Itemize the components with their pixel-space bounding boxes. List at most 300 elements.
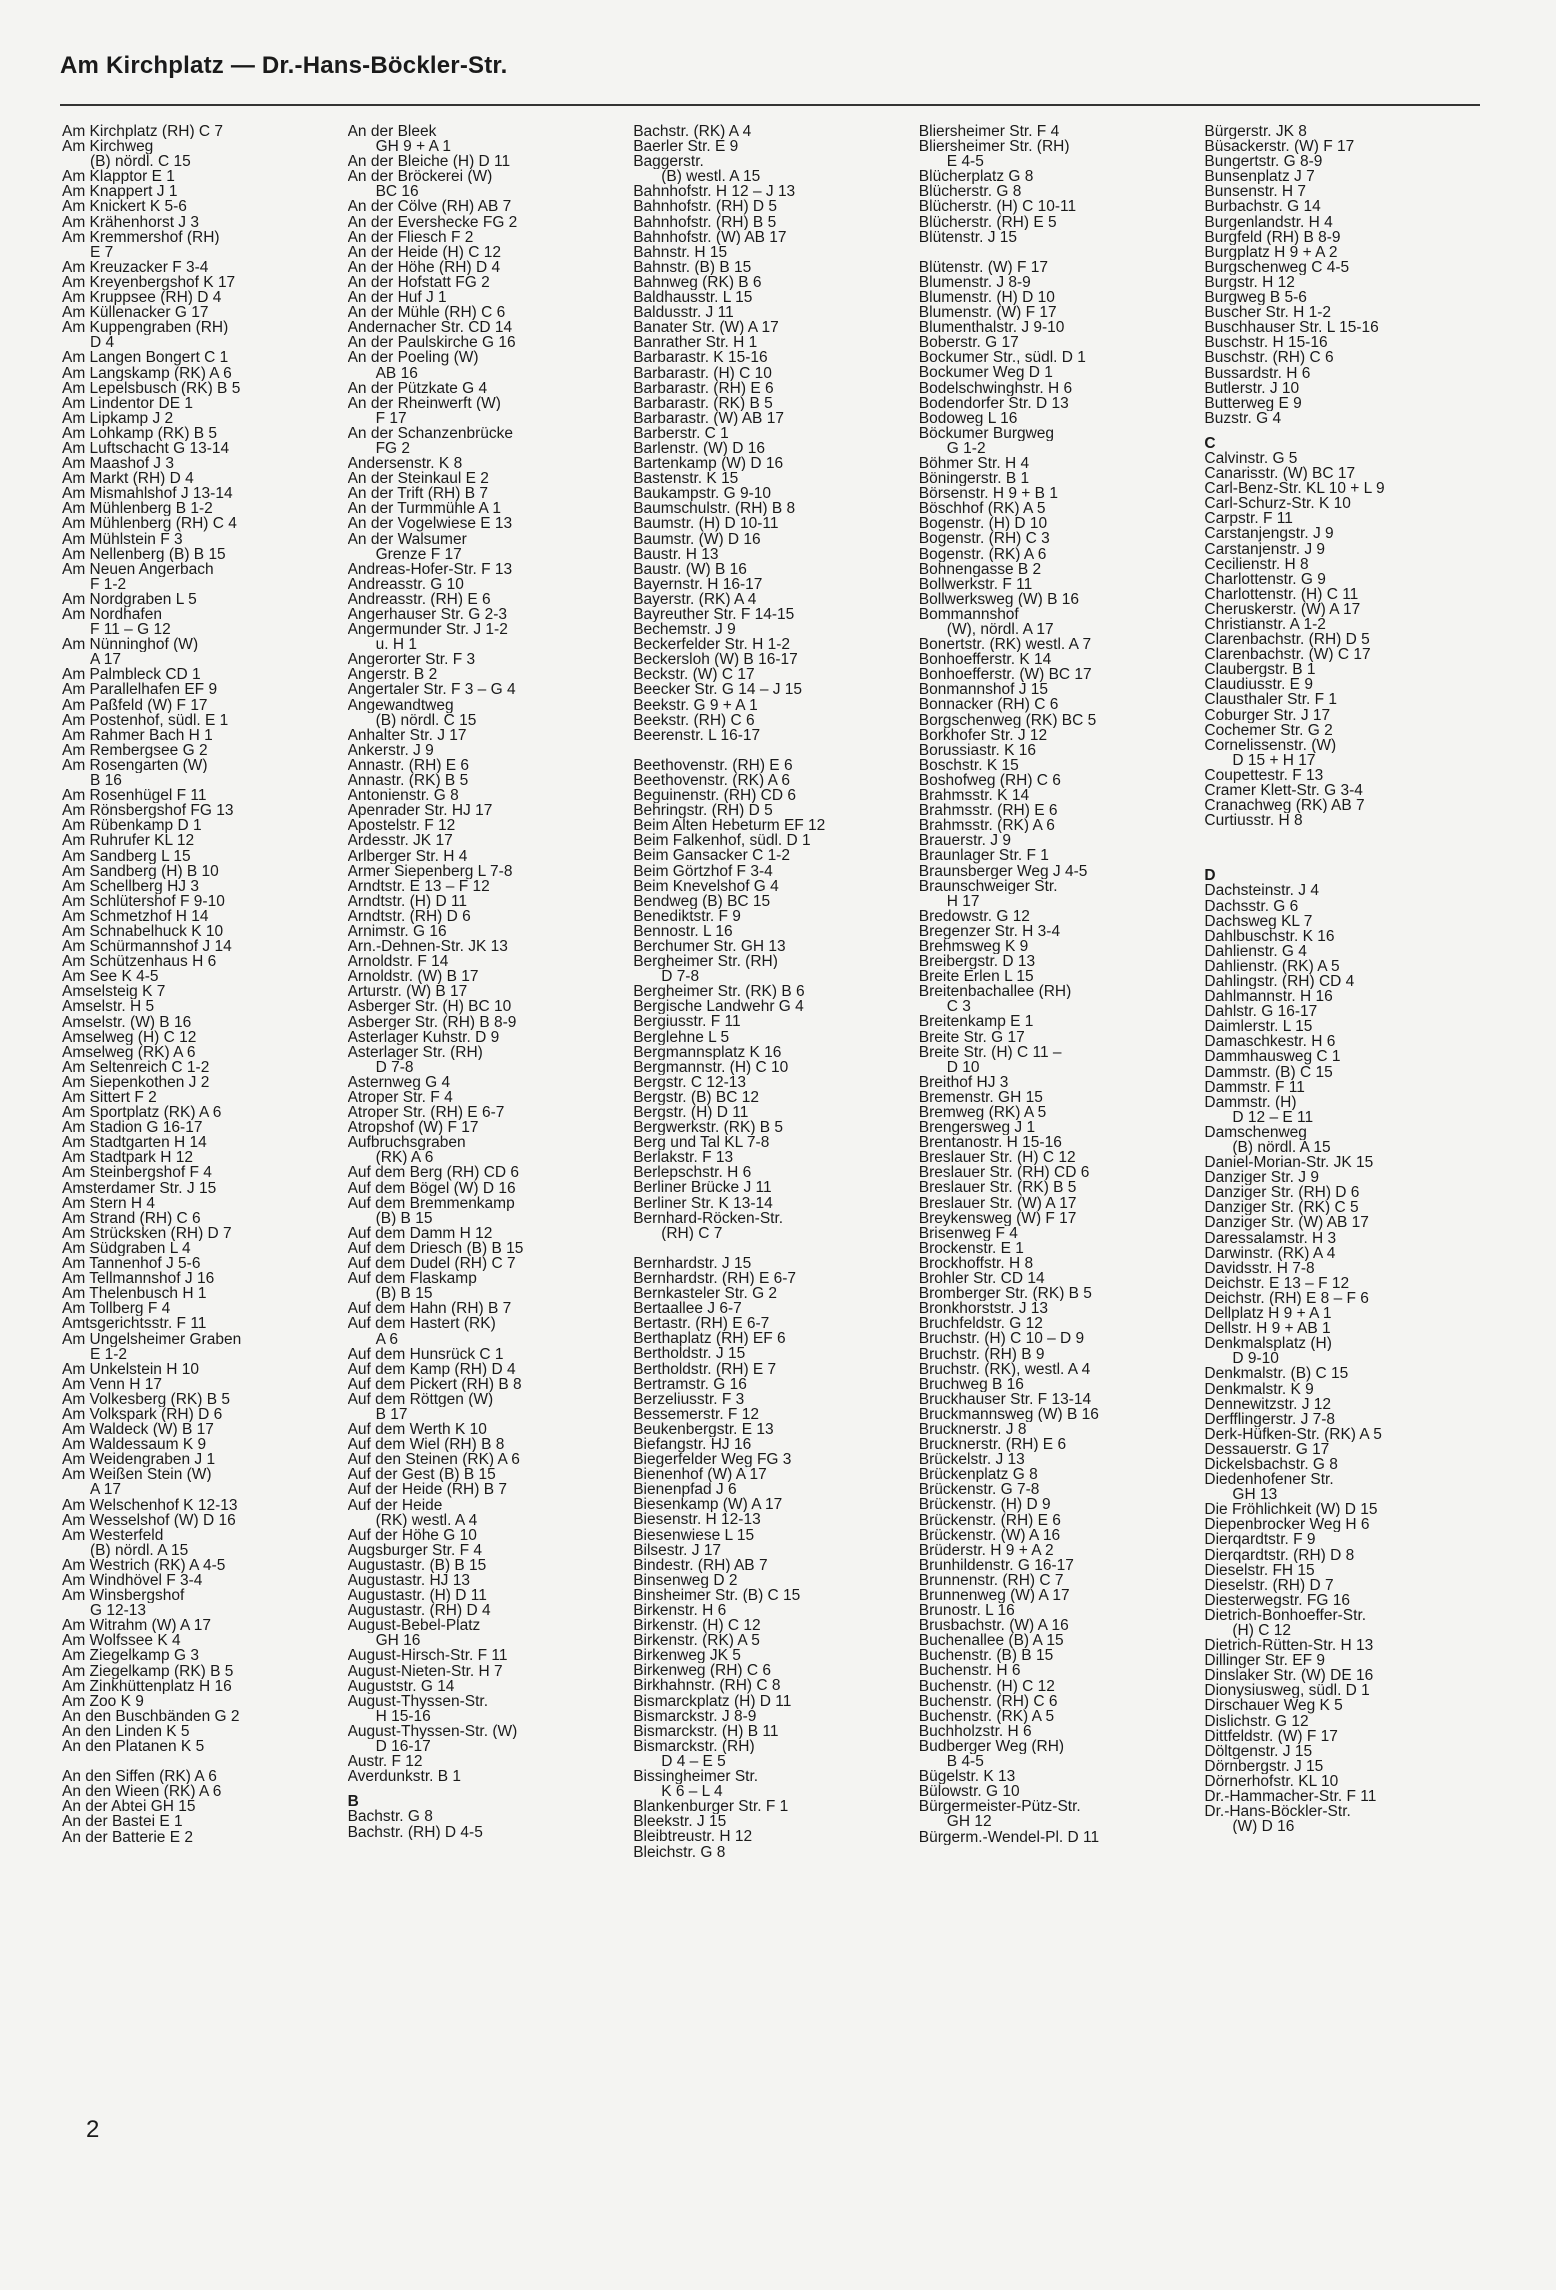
index-entry: An der Abtei GH 15 bbox=[62, 1799, 196, 1815]
index-entry: Blütenstr. J 15 bbox=[918, 229, 1018, 245]
index-entry: Barberstr. C 1 bbox=[633, 425, 729, 441]
index-entry: Bergwerkstr. (RK) B 5 bbox=[633, 1120, 784, 1136]
index-entry: Coburger Str. J 17 bbox=[1204, 707, 1331, 723]
index-entry: Am Palmbleck CD 1 bbox=[62, 667, 201, 683]
index-entry: Arndtstr. (RH) D 6 bbox=[347, 908, 471, 924]
index-entry: Auf den Steinen (RK) A 6 bbox=[347, 1452, 520, 1468]
index-entry: Berchumer Str. GH 13 bbox=[633, 938, 786, 955]
index-entry: Bülowstr. G 10 bbox=[918, 1784, 1020, 1800]
index-entry: Breitenbachallee (RH) bbox=[918, 984, 1072, 1000]
index-entry: Bernhardstr. J 15 bbox=[633, 1255, 752, 1271]
index-entry: Carstanjengstr. J 9 bbox=[1204, 526, 1334, 542]
index-entry: Dionysiusweg, südl. D 1 bbox=[1204, 1683, 1370, 1699]
index-entry: Auf der Heide (RH) B 7 bbox=[347, 1482, 507, 1498]
index-entry: Auf dem Hahn (RH) B 7 bbox=[347, 1301, 512, 1317]
index-entry: Am Lohkamp (RK) B 5 bbox=[62, 425, 218, 441]
index-entry: Bungertstr. G 8-9 bbox=[1204, 154, 1323, 170]
index-entry: Cramer Klett-Str. G 3-4 bbox=[1204, 783, 1363, 799]
index-entry: Andreasstr. (RH) E 6 bbox=[347, 591, 491, 607]
index-entry: Am Sandberg (H) B 10 bbox=[62, 863, 219, 879]
index-entry: Am Mühlenberg (RH) C 4 bbox=[62, 516, 237, 532]
index-entry: Brückenstr. (H) D 9 bbox=[918, 1497, 1051, 1513]
index-entry: Buchenstr. H 6 bbox=[918, 1663, 1021, 1679]
index-entry: Augustastr. (H) D 11 bbox=[347, 1588, 487, 1604]
index-entry: Blumenstr. (W) F 17 bbox=[918, 305, 1057, 321]
index-entry: Am Venn H 17 bbox=[62, 1376, 162, 1392]
section-letter: B bbox=[347, 1794, 359, 1810]
index-entry: August-Bebel-Platz bbox=[347, 1618, 481, 1634]
index-entry: Ankerstr. J 9 bbox=[347, 742, 434, 758]
index-entry: Brehmsweg K 9 bbox=[918, 938, 1029, 955]
index-entry: Büsackerstr. (W) F 17 bbox=[1204, 139, 1355, 155]
index-entry: Berthaplatz (RH) EF 6 bbox=[633, 1331, 786, 1347]
index-entry: Clausthaler Str. F 1 bbox=[1204, 692, 1338, 708]
index-entry: Breithof HJ 3 bbox=[918, 1074, 1009, 1090]
index-entry: Buchenstr. (RK) A 5 bbox=[918, 1708, 1055, 1724]
index-entry: Am Schlütershof F 9-10 bbox=[62, 893, 225, 909]
index-entry: Amselweg (H) C 12 bbox=[62, 1029, 197, 1045]
index-entry: Blücherstr. (RH) E 5 bbox=[918, 214, 1057, 230]
index-entry: Buchenallee (B) A 15 bbox=[918, 1633, 1064, 1649]
index-entry: Birkenweg (RH) C 6 bbox=[633, 1663, 771, 1679]
index-entry: Buchenstr. (H) C 12 bbox=[918, 1678, 1055, 1694]
index-entry: Bahnweg (RK) B 6 bbox=[633, 274, 762, 291]
index-entry: Bachstr. G 8 bbox=[347, 1809, 433, 1825]
index-entry: Beekstr. (RH) C 6 bbox=[633, 712, 755, 728]
index-entry: Butterweg E 9 bbox=[1204, 395, 1302, 411]
index-entry: Am Knickert K 5-6 bbox=[62, 199, 187, 215]
index-entry: Butlerstr. J 10 bbox=[1204, 380, 1300, 396]
index-entry: Baldhausstr. L 15 bbox=[633, 290, 753, 306]
index-entry: Arndtstr. (H) D 11 bbox=[347, 893, 468, 909]
index-entry: Am Rembergsee G 2 bbox=[62, 742, 208, 758]
index-entry: Annastr. (RH) E 6 bbox=[347, 757, 470, 774]
index-entry: Döltgenstr. J 15 bbox=[1204, 1743, 1313, 1759]
index-entry: Am Schmetzhof H 14 bbox=[62, 908, 209, 924]
index-entry: Christianstr. A 1-2 bbox=[1204, 617, 1326, 633]
index-entry: Dessauerstr. G 17 bbox=[1204, 1441, 1330, 1457]
index-entry: An der Mühle (RH) C 6 bbox=[347, 305, 506, 321]
index-entry: Auf dem Röttgen (W) bbox=[347, 1391, 494, 1407]
index-entry: Amsterdamer Str. J 15 bbox=[62, 1180, 217, 1196]
index-entry: Am Siepenkothen J 2 bbox=[62, 1074, 210, 1090]
index-entry: Bussardstr. H 6 bbox=[1204, 365, 1311, 381]
index-entry: Auf dem Bremmenkamp bbox=[347, 1195, 515, 1211]
index-entry: An der Höhe (RH) D 4 bbox=[347, 259, 501, 275]
index-entry: Braunschweiger Str. bbox=[918, 878, 1058, 894]
index-entry: Carstanjenstr. J 9 bbox=[1204, 541, 1325, 557]
index-entry: Bliersheimer Str. F 4 bbox=[918, 124, 1060, 140]
index-entry: Auf dem Pickert (RH) B 8 bbox=[347, 1376, 522, 1392]
index-entry: Am Waldeck (W) B 17 bbox=[62, 1422, 214, 1438]
index-entry: Am Stadtgarten H 14 bbox=[62, 1135, 207, 1151]
index-entry: Bachstr. (RH) D 4-5 bbox=[347, 1824, 483, 1840]
index-entry: An der Pützkate G 4 bbox=[347, 380, 488, 396]
index-entry: Beethovenstr. (RH) E 6 bbox=[633, 757, 793, 773]
index-entry: Auf dem Kamp (RH) D 4 bbox=[347, 1361, 516, 1377]
index-entry: Buschstr. (RH) C 6 bbox=[1204, 350, 1334, 366]
index-entry-continuation: E 1-2 bbox=[90, 1346, 128, 1362]
index-entry: Bonmannshof J 15 bbox=[918, 682, 1049, 698]
index-entry: An der Batterie E 2 bbox=[62, 1829, 193, 1845]
index-entry: Am Ziegelkamp G 3 bbox=[62, 1648, 199, 1664]
index-entry-continuation: GH 12 bbox=[946, 1814, 992, 1830]
index-entry: Bastenstr. K 15 bbox=[633, 471, 739, 487]
index-entry: Binsenweg D 2 bbox=[633, 1572, 738, 1588]
index-entry: Am Kirchweg bbox=[62, 139, 154, 155]
index-entry: Bogenstr. (RK) A 6 bbox=[918, 546, 1047, 562]
index-entry: Braunsberger Weg J 4-5 bbox=[918, 863, 1088, 879]
index-entry: Breykensweg (W) F 17 bbox=[918, 1210, 1077, 1226]
index-entry-continuation: H 15-16 bbox=[375, 1708, 431, 1724]
index-entry: Am Weidengraben J 1 bbox=[62, 1452, 216, 1468]
index-entry: Bunsenplatz J 7 bbox=[1204, 169, 1315, 185]
index-entry: Calvinstr. G 5 bbox=[1204, 450, 1298, 467]
index-entry: Dahlingstr. (RH) CD 4 bbox=[1204, 973, 1355, 990]
index-entry: Bilsestr. J 17 bbox=[633, 1542, 722, 1558]
index-entry: Barlenstr. (W) D 16 bbox=[633, 440, 765, 457]
index-entry: Brahmsstr. (RH) E 6 bbox=[918, 803, 1058, 819]
index-entry: Am Volkesberg (RK) B 5 bbox=[62, 1391, 230, 1407]
page-title: Am Kirchplatz — Dr.-Hans-Böckler-Str. bbox=[60, 52, 508, 79]
index-entry: Bremenstr. GH 15 bbox=[918, 1089, 1043, 1105]
index-entry: Blücherstr. (H) C 10-11 bbox=[918, 199, 1077, 215]
index-column-2 bbox=[348, 124, 622, 2124]
index-entry: Barbarastr. (H) C 10 bbox=[633, 365, 772, 381]
index-entry: Auf der Höhe G 10 bbox=[347, 1527, 477, 1543]
index-entry: Am Luftschacht G 13-14 bbox=[62, 440, 230, 457]
index-entry: Dammstr. F 11 bbox=[1204, 1079, 1305, 1095]
index-entry: Am Kreuzacker F 3-4 bbox=[62, 259, 209, 275]
index-entry: Bergheimer Str. (RK) B 6 bbox=[633, 984, 805, 1000]
index-entry: Bergheimer Str. (RH) bbox=[633, 954, 778, 970]
index-entry: Arturstr. (W) B 17 bbox=[347, 984, 468, 1000]
index-spacer bbox=[919, 245, 1193, 260]
index-entry: Beekstr. G 9 + A 1 bbox=[633, 697, 758, 713]
index-entry: Auf dem Dudel (RH) C 7 bbox=[347, 1256, 516, 1272]
index-entry: An den Platanen K 5 bbox=[62, 1739, 205, 1755]
index-entry: Bergstr. (B) BC 12 bbox=[633, 1089, 759, 1105]
index-entry-continuation: F 17 bbox=[375, 410, 407, 426]
index-entry: Am Nünninghof (W) bbox=[62, 637, 199, 653]
index-entry-continuation: F 1-2 bbox=[90, 576, 127, 592]
index-entry-continuation: A 17 bbox=[90, 1482, 122, 1498]
index-entry: Bismarckstr. J 8-9 bbox=[633, 1708, 757, 1724]
index-entry-continuation: (B) westl. A 15 bbox=[661, 169, 761, 185]
index-entry: Bregenzer Str. H 3-4 bbox=[918, 923, 1061, 939]
index-entry: Barbarastr. K 15-16 bbox=[633, 350, 768, 366]
index-entry: Cecilienstr. H 8 bbox=[1204, 556, 1309, 572]
index-entry: Arnoldstr. F 14 bbox=[347, 954, 449, 970]
index-entry: Bismarckstr. (H) B 11 bbox=[633, 1723, 779, 1739]
index-entry: Am Schürmannshof J 14 bbox=[62, 939, 232, 955]
index-entry: An den Siffen (RK) A 6 bbox=[62, 1769, 217, 1785]
index-entry: Burbachstr. G 14 bbox=[1204, 199, 1321, 215]
index-entry: Bollwerksweg (W) B 16 bbox=[918, 591, 1080, 607]
index-entry: Am Witrahm (W) A 17 bbox=[62, 1618, 211, 1634]
index-entry: Boschstr. K 15 bbox=[918, 757, 1019, 773]
index-entry: Am Welschenhof K 12-13 bbox=[62, 1497, 238, 1513]
index-entry: Derk-Hüfken-Str. (RK) A 5 bbox=[1204, 1426, 1382, 1442]
index-entry: Brückelstr. J 13 bbox=[918, 1452, 1025, 1468]
index-entry: Buchenstr. (RH) C 6 bbox=[918, 1693, 1058, 1709]
index-entry-continuation: K 6 – L 4 bbox=[661, 1784, 723, 1800]
index-entry: Dachsteinstr. J 4 bbox=[1204, 883, 1319, 899]
index-entry: Bleibtreustr. H 12 bbox=[633, 1829, 753, 1845]
index-entry: Dahlmannstr. H 16 bbox=[1204, 989, 1333, 1005]
index-entry: Arn.-Dehnen-Str. JK 13 bbox=[347, 939, 508, 955]
index-entry: Am Sandberg L 15 bbox=[62, 848, 191, 864]
index-entry: Angerhauser Str. G 2-3 bbox=[347, 607, 507, 623]
index-entry: Breite Str. G 17 bbox=[918, 1029, 1025, 1045]
index-entry: Berlepschstr. H 6 bbox=[633, 1165, 752, 1181]
index-entry: Breslauer Str. (RH) CD 6 bbox=[918, 1165, 1090, 1181]
index-entry: Dr.-Hans-Böckler-Str. bbox=[1204, 1804, 1351, 1820]
index-entry: Buschstr. H 15-16 bbox=[1204, 335, 1328, 351]
index-entry: Breslauer Str. (W) A 17 bbox=[918, 1195, 1077, 1211]
index-entry: Dislichstr. G 12 bbox=[1204, 1713, 1309, 1729]
index-entry: Am Südgraben L 4 bbox=[62, 1240, 191, 1257]
index-entry: Brüderstr. H 9 + A 2 bbox=[918, 1542, 1054, 1558]
index-entry: Bendweg (B) BC 15 bbox=[633, 893, 771, 909]
index-entry: Denkmalstr. K 9 bbox=[1204, 1381, 1314, 1397]
index-entry: Bredowstr. G 12 bbox=[918, 908, 1030, 924]
index-entry-continuation: GH 16 bbox=[375, 1633, 421, 1649]
index-entry: Bruchstr. (RH) B 9 bbox=[918, 1346, 1045, 1362]
index-entry: Aufbruchsgraben bbox=[347, 1135, 466, 1151]
index-entry: Brusbachstr. (W) A 16 bbox=[918, 1618, 1069, 1634]
index-entry: Brucknerstr. (RH) E 6 bbox=[918, 1437, 1067, 1453]
index-entry: Cranachweg (RK) AB 7 bbox=[1204, 798, 1365, 814]
index-column-1 bbox=[62, 124, 336, 2124]
index-entry-continuation: B 17 bbox=[375, 1406, 408, 1423]
index-entry: Arnoldstr. (W) B 17 bbox=[347, 969, 479, 985]
index-entry: Baumschulstr. (RH) B 8 bbox=[633, 501, 796, 517]
index-entry: Am Volkspark (RH) D 6 bbox=[62, 1406, 223, 1423]
index-entry: Berliner Str. K 13-14 bbox=[633, 1195, 773, 1211]
index-entry: Bonhoefferstr. (W) BC 17 bbox=[918, 667, 1092, 683]
index-entry: Dachsweg KL 7 bbox=[1204, 913, 1313, 929]
index-entry: Burgweg B 5-6 bbox=[1204, 290, 1307, 306]
index-entry: Auf dem Hastert (RK) bbox=[347, 1316, 496, 1332]
index-entry: Angerstr. B 2 bbox=[347, 667, 438, 683]
index-entry: Budberger Weg (RH) bbox=[918, 1738, 1065, 1755]
index-entry: Am Kruppsee (RH) D 4 bbox=[62, 290, 222, 306]
index-entry: Böhmer Str. H 4 bbox=[918, 455, 1030, 472]
index-entry: An der Bröckerei (W) bbox=[347, 169, 493, 185]
index-entry: Brengersweg J 1 bbox=[918, 1120, 1036, 1136]
index-entry: An der Huf J 1 bbox=[347, 290, 447, 306]
index-entry: Am Langskamp (RK) A 6 bbox=[62, 365, 232, 381]
index-entry: Diedenhofener Str. bbox=[1204, 1472, 1334, 1488]
index-entry: Danziger Str. J 9 bbox=[1204, 1170, 1319, 1186]
index-entry: Bernhardstr. (RH) E 6-7 bbox=[633, 1270, 796, 1287]
index-entry: August-Nieten-Str. H 7 bbox=[347, 1663, 503, 1679]
index-entry: Berlakstr. F 13 bbox=[633, 1150, 734, 1166]
index-entry: Biefangstr. HJ 16 bbox=[633, 1436, 752, 1453]
index-entry: Brauerstr. J 9 bbox=[918, 833, 1011, 849]
index-entry: Bürgerstr. JK 8 bbox=[1204, 124, 1307, 140]
index-entry: Am Sportplatz (RK) A 6 bbox=[62, 1105, 222, 1121]
index-entry: Bodoweg L 16 bbox=[918, 410, 1018, 426]
index-entry: Andersenstr. K 8 bbox=[347, 456, 463, 472]
index-entry: Dietrich-Rütten-Str. H 13 bbox=[1204, 1638, 1374, 1654]
index-entry: Auf dem Wiel (RH) B 8 bbox=[347, 1437, 505, 1453]
index-entry: An der Turmmühle A 1 bbox=[347, 501, 501, 517]
index-entry: Bergstr. C 12-13 bbox=[633, 1074, 747, 1090]
index-entry-continuation: E 7 bbox=[90, 244, 114, 260]
index-entry: Ardesstr. JK 17 bbox=[347, 833, 453, 849]
index-entry: Biesenwiese L 15 bbox=[633, 1527, 755, 1543]
index-entry: Am Stern H 4 bbox=[62, 1195, 156, 1211]
index-entry: Bachstr. (RK) A 4 bbox=[633, 124, 752, 140]
index-entry: Auf der Gest (B) B 15 bbox=[347, 1467, 496, 1483]
index-entry: Bogenstr. (H) D 10 bbox=[918, 516, 1048, 532]
index-entry: Apenrader Str. HJ 17 bbox=[347, 803, 493, 819]
index-entry: August-Thyssen-Str. (W) bbox=[347, 1723, 518, 1740]
index-entry: Brockhoffstr. H 8 bbox=[918, 1255, 1034, 1272]
index-entry: Blücherplatz G 8 bbox=[918, 169, 1034, 185]
index-entry: Am Thelenbusch H 1 bbox=[62, 1286, 207, 1302]
index-entry: Brockenstr. E 1 bbox=[918, 1240, 1024, 1256]
index-entry: Auf dem Werth K 10 bbox=[347, 1422, 487, 1438]
index-entry: Bruchfeldstr. G 12 bbox=[918, 1316, 1043, 1332]
index-entry: Diepenbrocker Weg H 6 bbox=[1204, 1517, 1370, 1533]
index-entry: Dierqardtstr. F 9 bbox=[1204, 1532, 1316, 1548]
index-column-3 bbox=[633, 124, 907, 2124]
index-entry: Beerenstr. L 16-17 bbox=[633, 727, 761, 743]
index-entry: Bohnengasse B 2 bbox=[918, 561, 1042, 577]
index-entry: Dirschauer Weg K 5 bbox=[1204, 1698, 1343, 1714]
index-entry: Biesenkamp (W) A 17 bbox=[633, 1497, 783, 1513]
index-entry: Bonnacker (RH) C 6 bbox=[918, 697, 1059, 713]
index-entry-continuation: (W) D 16 bbox=[1232, 1819, 1295, 1835]
index-entry: Bockumer Weg D 1 bbox=[918, 365, 1053, 381]
index-entry: Anhalter Str. J 17 bbox=[347, 727, 467, 743]
index-entry: Dahlienstr. (RK) A 5 bbox=[1204, 958, 1340, 974]
index-entry: Bismarckstr. (RH) bbox=[633, 1738, 755, 1754]
index-entry: Asternweg G 4 bbox=[347, 1074, 451, 1090]
index-entry: Davidsstr. H 7-8 bbox=[1204, 1260, 1315, 1276]
index-entry: Am Stadtpark H 12 bbox=[62, 1150, 193, 1166]
index-entry: Dahlstr. G 16-17 bbox=[1204, 1004, 1318, 1020]
index-entry: Buschhauser Str. L 15-16 bbox=[1204, 320, 1379, 336]
index-entry: Bindestr. (RH) AB 7 bbox=[633, 1557, 768, 1573]
index-entry: Am Lepelsbusch (RK) B 5 bbox=[62, 380, 241, 396]
index-entry: Bruchweg B 16 bbox=[918, 1376, 1024, 1392]
index-entry-continuation: BC 16 bbox=[375, 184, 419, 200]
index-entry: Apostelstr. F 12 bbox=[347, 818, 456, 834]
index-entry: Danziger Str. (RH) D 6 bbox=[1204, 1185, 1360, 1201]
index-entry: Brückenstr. G 7-8 bbox=[918, 1482, 1040, 1498]
index-entry: Am Tellmannshof J 16 bbox=[62, 1271, 215, 1287]
index-entry: Bonertstr. (RK) westl. A 7 bbox=[918, 637, 1092, 653]
index-entry: Bogenstr. (RH) C 3 bbox=[918, 531, 1050, 547]
index-entry: Berliner Brücke J 11 bbox=[633, 1180, 772, 1196]
index-entry-continuation: (RH) C 7 bbox=[661, 1225, 723, 1241]
index-entry: Bruckmannsweg (W) B 16 bbox=[918, 1406, 1099, 1422]
index-entry: Canarisstr. (W) BC 17 bbox=[1204, 466, 1356, 482]
index-entry: Am Küllenacker G 17 bbox=[62, 305, 209, 321]
index-entry: Darwinstr. (RK) A 4 bbox=[1204, 1245, 1336, 1261]
index-entry: Birkenstr. (H) C 12 bbox=[633, 1618, 761, 1634]
index-entry: Am Mühlstein F 3 bbox=[62, 531, 183, 547]
index-entry: Bremweg (RK) A 5 bbox=[918, 1105, 1047, 1121]
index-entry: Burgschenweg C 4-5 bbox=[1204, 259, 1350, 275]
index-entry: Charlottenstr. (H) C 11 bbox=[1204, 586, 1359, 602]
index-entry: Beim Gansacker C 1-2 bbox=[633, 848, 790, 864]
index-entry: Brentanostr. H 15-16 bbox=[918, 1135, 1062, 1151]
index-entry: Auf dem Damm H 12 bbox=[347, 1225, 493, 1241]
index-entry: Auguststr. G 14 bbox=[347, 1678, 455, 1694]
index-entry: Bienenhof (W) A 17 bbox=[633, 1467, 767, 1483]
index-entry: Bürgerm.-Wendel-Pl. D 11 bbox=[918, 1829, 1100, 1845]
index-entry: Am Paßfeld (W) F 17 bbox=[62, 697, 208, 713]
index-entry-continuation: D 10 bbox=[946, 1059, 980, 1075]
index-entry: Derfflingerstr. J 7-8 bbox=[1204, 1411, 1336, 1427]
index-entry: Blankenburger Str. F 1 bbox=[633, 1799, 789, 1815]
index-entry: Bahnhofstr. (RH) B 5 bbox=[633, 214, 777, 230]
index-entry: Am Nordgraben L 5 bbox=[62, 591, 197, 607]
index-entry: Dittfeldstr. (W) F 17 bbox=[1204, 1728, 1338, 1744]
index-entry: Am Klapptor E 1 bbox=[62, 169, 175, 185]
index-entry: Am Maashof J 3 bbox=[62, 456, 174, 472]
index-entry: Benediktstr. F 9 bbox=[633, 908, 741, 924]
index-entry: Bertaallee J 6-7 bbox=[633, 1301, 742, 1317]
index-entry-continuation: A 6 bbox=[375, 1331, 399, 1347]
index-entry: Bommannshof bbox=[918, 606, 1019, 622]
index-entry: Amtsgerichtsstr. F 11 bbox=[62, 1316, 207, 1332]
index-entry: Augustastr. (B) B 15 bbox=[347, 1557, 487, 1573]
index-entry: Dellplatz H 9 + A 1 bbox=[1204, 1306, 1332, 1322]
index-entry: An der Heide (H) C 12 bbox=[347, 244, 501, 260]
index-entry: Breibergstr. D 13 bbox=[918, 954, 1036, 970]
index-entry: Barbarastr. (W) AB 17 bbox=[633, 410, 784, 426]
index-entry: Berzeliusstr. F 3 bbox=[633, 1391, 745, 1407]
section-letter: D bbox=[1204, 868, 1216, 884]
index-entry: An den Wieen (RK) A 6 bbox=[62, 1784, 222, 1800]
index-entry: Angermunder Str. J 1-2 bbox=[347, 622, 508, 638]
index-entry: Bernhard-Röcken-Str. bbox=[633, 1210, 784, 1226]
index-entry: Brunostr. L 16 bbox=[918, 1603, 1015, 1619]
index-entry-continuation: D 7-8 bbox=[375, 1059, 414, 1075]
index-entry: Am Zinkhüttenplatz H 16 bbox=[62, 1678, 232, 1694]
index-entry: An der Steinkaul E 2 bbox=[347, 471, 489, 487]
index-entry: Arndtstr. E 13 – F 12 bbox=[347, 878, 490, 894]
index-entry: Breite Str. (H) C 11 – bbox=[918, 1044, 1062, 1060]
index-spacer bbox=[62, 1754, 336, 1769]
index-entry-continuation: (H) C 12 bbox=[1232, 1623, 1291, 1639]
index-entry: Angertaler Str. F 3 – G 4 bbox=[347, 682, 516, 698]
index-entry: Borkhofer Str. J 12 bbox=[918, 727, 1048, 743]
index-entry: Burgstr. H 12 bbox=[1204, 274, 1295, 291]
index-entry: Baumstr. (W) D 16 bbox=[633, 531, 761, 547]
index-entry: Bromberger Str. (RK) B 5 bbox=[918, 1286, 1092, 1302]
index-entry: An der Fliesch F 2 bbox=[347, 229, 474, 245]
index-entry: Biesenstr. H 12-13 bbox=[633, 1512, 761, 1528]
index-entry-continuation: (B) B 15 bbox=[375, 1286, 433, 1302]
index-spacer bbox=[1204, 828, 1478, 843]
index-entry: Börsenstr. H 9 + B 1 bbox=[918, 486, 1058, 502]
index-entry: Andreas-Hofer-Str. F 13 bbox=[347, 561, 513, 577]
index-entry: Brahmsstr. K 14 bbox=[918, 788, 1030, 804]
header-rule bbox=[60, 104, 1480, 106]
index-entry: Bronkhorststr. J 13 bbox=[918, 1301, 1049, 1317]
index-entry: Bienenpfad J 6 bbox=[633, 1482, 737, 1498]
index-entry: Borgschenweg (RK) BC 5 bbox=[918, 712, 1097, 728]
index-entry: Brunnenweg (W) A 17 bbox=[918, 1588, 1070, 1604]
index-entry: Diesterwegstr. FG 16 bbox=[1204, 1592, 1350, 1608]
